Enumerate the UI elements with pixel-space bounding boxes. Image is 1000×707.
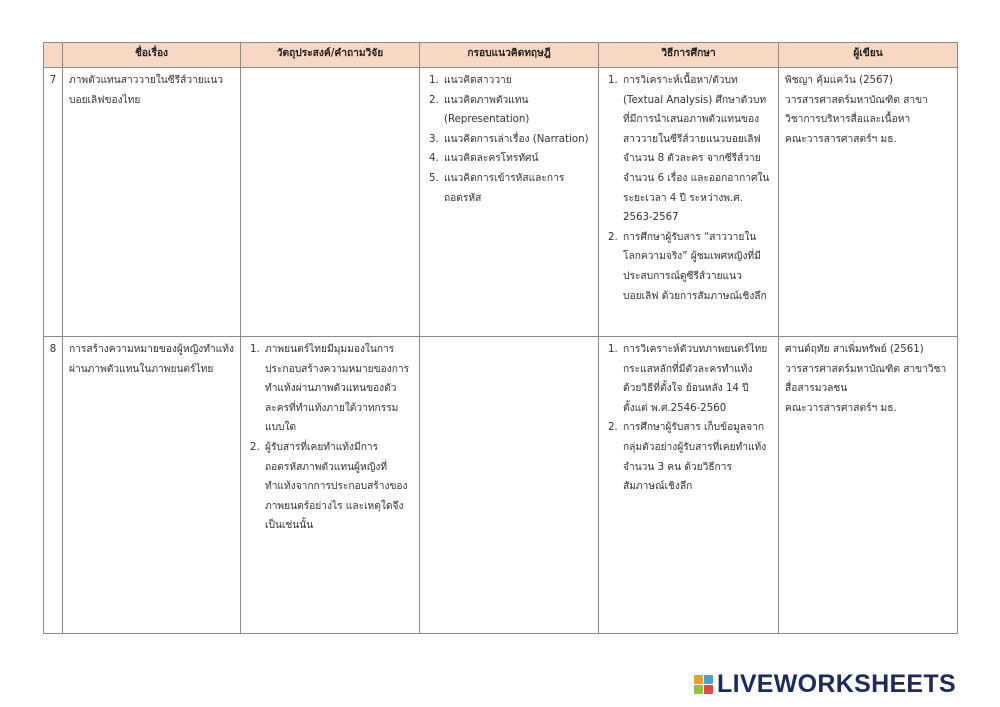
row-number: 7 — [44, 68, 63, 337]
logo-mark-icon — [694, 675, 713, 694]
row-framework — [420, 68, 599, 337]
row-framework — [420, 337, 599, 634]
table-row — [44, 337, 958, 634]
logo-text: LIVEWORKSHEETS — [717, 669, 956, 698]
author-degree: วารสารศาสตร์มหาบัณฑิต สาขาวิชาสื่อสารมวลชน — [785, 363, 947, 395]
header-framework: กรอบแนวคิดทฤษฎี — [420, 43, 599, 68]
header-number — [44, 43, 63, 68]
logo-mark-square — [694, 675, 703, 684]
row-objectives — [241, 68, 420, 337]
row-author — [779, 68, 958, 337]
framework-item: 4. แนวคิดละครโทรทัศน์ — [442, 149, 592, 169]
objective-item: 1. ภาพยนตร์ไทยมีมุมมองในการประกอบสร้างความหมายของการทำแท้งผ่านภาพตัวแทนของตัวละครที่ทำแท้งภายใต้วาทกรรมแบบใด — [263, 340, 413, 438]
framework-item: 5. แนวคิดการเข้ารหัสและการถอดรหัส — [442, 169, 592, 208]
liveworksheets-logo[interactable] — [694, 669, 956, 699]
method-item: 1. การวิเคราะห์เนื้อหา/ตัวบท (Textual Analysis) ศึกษาตัวบทที่มีการนำเสนอภาพตัวแทนของสาววายในซีรีส์วายแนวบอยเลิฟ จำนวน 8 ตัวละคร จากซีรีส์วายจำนวน 6 เรื่อง และออกอากาศในระยะเวลา 4 ปี ระหว่างพ.ศ. 2563-2567 — [621, 71, 772, 228]
logo-mark-square — [704, 685, 713, 694]
row-number: 8 — [44, 337, 63, 634]
header-objectives: วัตถุประสงค์/คำถามวิจัย — [241, 43, 420, 68]
author-name: พิชญา คุ้มแคว้น (2567) — [785, 75, 893, 86]
header-author: ผู้เขียน — [779, 43, 958, 68]
table-header-row — [44, 43, 958, 68]
logo-mark-square — [704, 675, 713, 684]
author-degree: วารสารศาสตร์มหาบัณฑิต สาขาวิชาการบริหารสื่อและเนื้อหา — [785, 94, 928, 126]
row-methods — [599, 68, 779, 337]
method-item: 2. การศึกษาผู้รับสาร “สาววายในโลกความจริง” ผู้ชมเพศหญิงที่มีประสบการณ์ดูซีรีส์วายแนวบอยเลิฟ ด้วยการสัมภาษณ์เชิงลึก — [621, 228, 772, 306]
row-methods — [599, 337, 779, 634]
author-faculty: คณะวารสารศาสตร์ฯ มธ. — [785, 133, 897, 145]
framework-item: 3. แนวคิดการเล่าเรื่อง (Narration) — [442, 130, 592, 150]
research-table — [43, 42, 958, 634]
logo-mark-square — [694, 685, 703, 694]
author-faculty: คณะวารสารศาสตร์ฯ มธ. — [785, 402, 897, 414]
row-objectives — [241, 337, 420, 634]
table-row — [44, 68, 958, 337]
row-title: ภาพตัวแทนสาววายในซีรีส์วายแนวบอยเลิฟของไทย — [63, 68, 241, 337]
header-methods: วิธีการศึกษา — [599, 43, 779, 68]
row-title: การสร้างความหมายของผู้หญิงทำแท้งผ่านภาพตัวแทนในภาพยนตร์ไทย — [63, 337, 241, 634]
framework-item: 1. แนวคิดสาววาย — [442, 71, 592, 91]
objective-item: 2. ผู้รับสารที่เคยทำแท้งมีการถอดรหัสภาพตัวแทนผู้หญิงที่ทำแท้งจากการประกอบสร้างของภาพยนตร์อย่างไร และเหตุใดจึงเป็นเช่นนั้น — [263, 438, 413, 536]
header-title: ชื่อเรื่อง — [63, 43, 241, 68]
method-item: 2. การศึกษาผู้รับสาร เก็บข้อมูลจากกลุ่มตัวอย่างผู้รับสารที่เคยทำแท้ง จำนวน 3 คน ด้วยวิธีการสัมภาษณ์เชิงลึก — [621, 418, 772, 496]
framework-item: 2. แนวคิดภาพตัวแทน (Representation) — [442, 91, 592, 130]
row-author — [779, 337, 958, 634]
author-name: ศานต์ฤทัย สาเพิ่มทรัพย์ (2561) — [785, 344, 924, 355]
method-item: 1. การวิเคราะห์ตัวบทภาพยนตร์ไทยกระแสหลักที่มีตัวละครทำแท้ง ด้วยวิธีที่ตั้งใจ ย้อนหลัง 14 ปี ตั้งแต่ พ.ศ.2546-2560 — [621, 340, 772, 418]
